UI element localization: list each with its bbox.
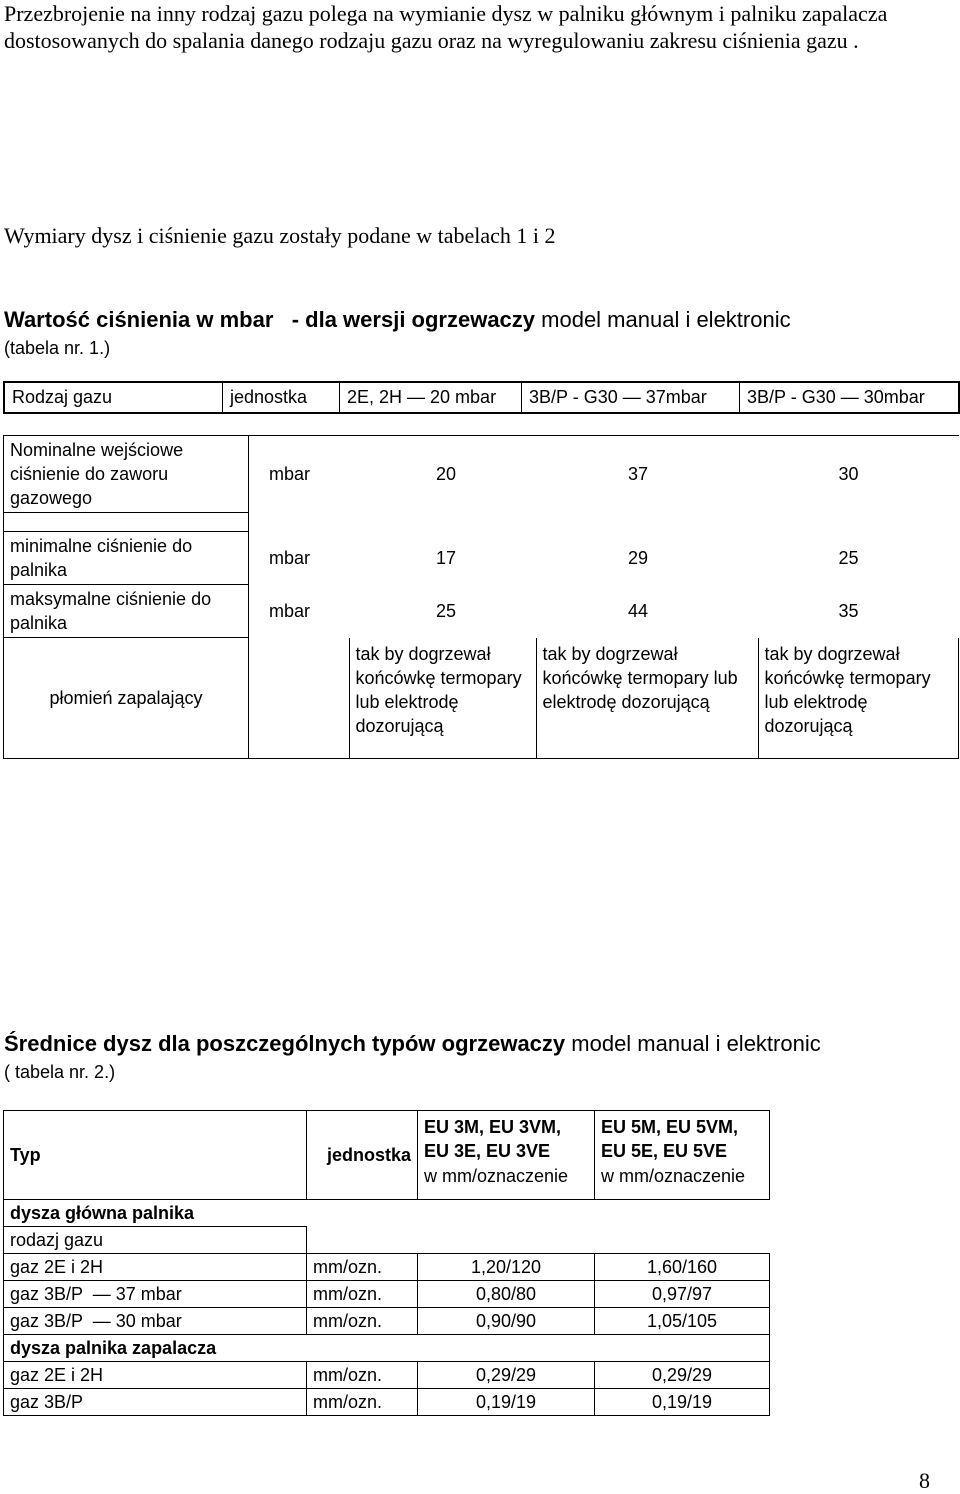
- row-v3: 35: [838, 601, 859, 621]
- table2-header-row: [4, 1111, 770, 1200]
- table2-heading-bold: Średnice dysz dla poszczególnych typów ogrzewaczy: [4, 1031, 566, 1056]
- row-v1: 0,80/80: [418, 1281, 595, 1308]
- table-row: [4, 532, 959, 585]
- col1-models: EU 3M, EU 3VM, EU 3E, EU 3VE: [424, 1117, 562, 1161]
- col2-unit: w mm/oznaczenie: [601, 1166, 746, 1186]
- header-gas-type: Rodzaj gazu: [4, 382, 223, 413]
- header-2e-2h: 2E, 2H — 20 mbar: [340, 382, 522, 413]
- tables-note: Wymiary dysz i ciśnienie gazu zostały podane w tabelach 1 i 2: [4, 223, 556, 248]
- table2-heading-normal: model manual i elektronic: [565, 1031, 821, 1056]
- section-row: [4, 1335, 770, 1362]
- row-name: gaz 3B/P — 37 mbar: [4, 1281, 307, 1308]
- row-v2: 1,60/160: [595, 1254, 770, 1281]
- row-label: Nominalne wejściowe ciśnienie do zaworu gazowego: [4, 436, 249, 513]
- header-jednostka: jednostka: [307, 1111, 418, 1200]
- row-unit: mm/ozn.: [307, 1254, 418, 1281]
- row-label: płomień zapalający: [4, 638, 249, 759]
- table1-gap: [4, 513, 959, 532]
- col2-models: EU 5M, EU 5VM, EU 5E, EU 5VE: [601, 1117, 739, 1161]
- header-3bp-30: 3B/P - G30 — 30mbar: [740, 382, 960, 413]
- header-3bp-37: 3B/P - G30 — 37mbar: [522, 382, 740, 413]
- table-row: [4, 1362, 770, 1389]
- page-number: 8: [919, 1468, 930, 1493]
- row-v2: 0,29/29: [595, 1362, 770, 1389]
- section-gas-kind: rodazj gazu: [4, 1227, 307, 1254]
- section-sub-row: [4, 1227, 770, 1254]
- table2-heading: [4, 1030, 954, 1084]
- row-label: minimalne ciśnienie do palnika: [4, 532, 249, 585]
- table-row: [4, 638, 959, 759]
- row-v2: 0,97/97: [595, 1281, 770, 1308]
- table1-body: [3, 435, 959, 759]
- row-unit: mm/ozn.: [307, 1389, 418, 1416]
- row-name: gaz 3B/P: [4, 1389, 307, 1416]
- header-typ: Typ: [4, 1111, 307, 1200]
- col1-unit: w mm/oznaczenie: [424, 1166, 569, 1186]
- row-v3: tak by dogrzewał końcówkę termopary lub elektrodę dozorującą: [758, 638, 959, 759]
- row-unit: mbar: [249, 436, 350, 513]
- row-unit: mm/ozn.: [307, 1281, 418, 1308]
- table1-heading-normal: model manual i elektronic: [535, 307, 791, 332]
- header-unit: jednostka: [223, 382, 340, 413]
- section-pilot-burner: dysza palnika zapalacza: [4, 1335, 770, 1362]
- row-v1: 0,19/19: [418, 1389, 595, 1416]
- table-row: [4, 1281, 770, 1308]
- table1-caption: (tabela nr. 1.): [4, 338, 111, 358]
- section-main-burner: dysza główna palnika: [4, 1200, 770, 1227]
- table2-caption: ( tabela nr. 2.): [4, 1062, 116, 1082]
- table1-heading: [4, 306, 954, 360]
- table1-header: [3, 381, 960, 414]
- row-v1: 0,29/29: [418, 1362, 595, 1389]
- table1-heading-bold: Wartość ciśnienia w mbar - dla wersji ogrzewaczy: [4, 307, 536, 332]
- row-v1: tak by dogrzewał końcówkę termopary lub elektrodę dozorującą: [349, 638, 536, 759]
- intro-paragraph: Przezbrojenie na inny rodzaj gazu polega na wymianie dysz w palniku głównym i palniku zapalacza dostosowanych do spalania danego rodzaju gazu oraz na wyregulowaniu zakresu ciśnienia gazu .: [4, 1, 888, 53]
- row-v2: tak by dogrzewał końcówkę termopary lub elektrodę dozorującą: [536, 638, 758, 759]
- row-name: gaz 2E i 2H: [4, 1254, 307, 1281]
- row-v1: 1,20/120: [418, 1254, 595, 1281]
- table-row: [4, 1389, 770, 1416]
- row-name: gaz 2E i 2H: [4, 1362, 307, 1389]
- row-v1: 0,90/90: [418, 1308, 595, 1335]
- row-v2: 1,05/105: [595, 1308, 770, 1335]
- row-v2: 37: [536, 436, 758, 513]
- row-unit: mm/ozn.: [307, 1362, 418, 1389]
- row-unit: mm/ozn.: [307, 1308, 418, 1335]
- section-row: [4, 1200, 770, 1227]
- row-v2: 0,19/19: [595, 1389, 770, 1416]
- row-v1: 20: [349, 436, 536, 513]
- row-v1: 25: [436, 601, 457, 621]
- row-v2: 29: [628, 548, 649, 568]
- table-row: [4, 436, 959, 513]
- row-label: maksymalne ciśnienie do palnika: [4, 585, 249, 638]
- row-name: gaz 3B/P — 30 mbar: [4, 1308, 307, 1335]
- table-row: [4, 1308, 770, 1335]
- table-row: [4, 585, 959, 638]
- row-v1: 17: [436, 548, 457, 568]
- row-v2: 44: [628, 601, 649, 621]
- row-v3: 30: [758, 436, 959, 513]
- row-unit: mbar: [269, 548, 311, 568]
- header-col1: [418, 1111, 595, 1200]
- table1-header-row: [4, 382, 959, 413]
- table2: [3, 1110, 770, 1416]
- table-row: [4, 1254, 770, 1281]
- row-v3: 25: [838, 548, 859, 568]
- header-col2: [595, 1111, 770, 1200]
- row-unit: mbar: [269, 601, 311, 621]
